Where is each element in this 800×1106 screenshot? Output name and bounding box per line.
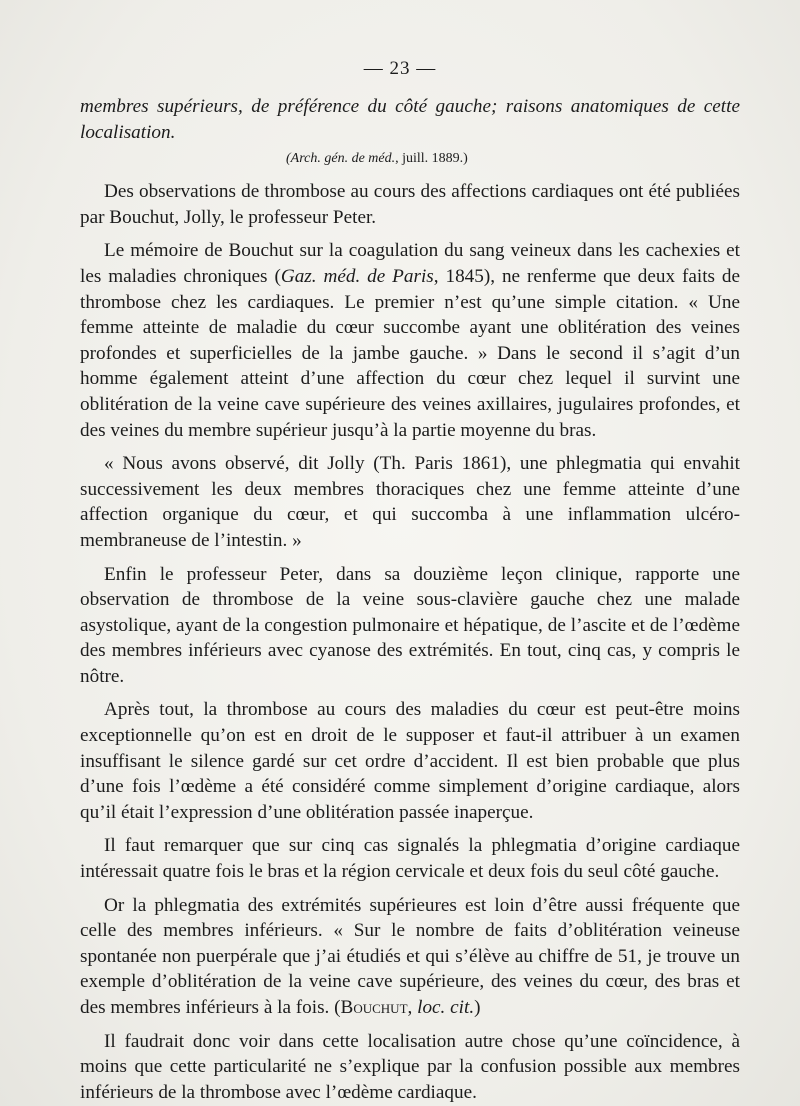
paragraph: [80, 833, 740, 884]
citation: [80, 149, 740, 169]
paragraph-segment: Or la phlegmatia des extrémités supérieures est loin d’être aussi fréquente que celle des membres inférieurs. « Sur le nombre de faits d’oblitération veineuse spontanée non puerpérale que j’ai étudiés et qui s’élève au chiffre de 51, je trouve un exemple d’oblitération de la veine cave supérieure, des veines du cœur, des bras et des membres inférieurs à la fois. (: [80, 894, 740, 1018]
paragraph-segment: ,: [407, 997, 418, 1018]
paragraph: [80, 1029, 740, 1106]
paragraph-segment: « Nous avons observé, dit Jolly (Th. Paris 1861), une phlegmatia qui envahit successivement les deux membres thoraciques chez une femme atteinte d’une affection organique du cœur, et qui succomba à une inflammation ulcéro-membraneuse de l’intestin. »: [80, 453, 740, 551]
paragraph-segment: ): [474, 997, 481, 1018]
paragraph-segment: Gaz. méd. de Paris: [280, 265, 434, 287]
paragraph: [80, 238, 740, 443]
paragraph-segment: Des observations de thrombose au cours des affections cardiaques ont été publiées par Bouchut, Jolly, le professeur Peter.: [80, 181, 740, 228]
paragraph-segment: Le mémoire de Bouchut sur la coagulation du sang veineux dans les cachexies et les maladies chroniques (: [80, 240, 740, 287]
paragraph-segment: Il faut remarquer que sur cinq cas signalés la phlegmatia d’origine cardiaque intéressait quatre fois le bras et la région cervicale et deux fois du seul côté gauche.: [80, 835, 740, 883]
paragraph: [80, 697, 740, 825]
paragraph-list: [80, 179, 740, 1105]
body-text: [80, 94, 740, 1105]
paragraph: [80, 451, 740, 553]
paragraph: [80, 179, 740, 230]
paragraph-segment: loc. cit.: [417, 997, 475, 1018]
paragraph-segment: Il faudrait donc voir dans cette localisation autre chose qu’une coïncidence, à moins que cette particularité ne s’explique par la confusion possible aux membres inférieurs de la thrombose avec l’œdème cardiaque.: [80, 1030, 740, 1103]
heading-italic: membres supérieurs, de préférence du côté gauche; raisons anatomiques de cette localisation.: [80, 96, 740, 143]
paragraph: [80, 562, 740, 690]
citation-date: , juill. 1889.): [395, 151, 468, 167]
paragraph-segment: , 1845), ne renferme que deux faits de thrombose chez les cardiaques. Le premier n’est qu’une simple citation. « Une femme atteinte de maladie du cœur succombe ayant une oblitération des veines profondes et superficielles de la jambe gauche. » Dans le second il s’agit d’un homme également atteint d’une affection du cœur chez lequel il survint une oblitération de la veine cave supérieure des veines axillaires, jugulaires profondes, et des veines du membre supérieur jusqu’à la partie moyenne du bras.: [80, 265, 741, 441]
paragraph-segment: Après tout, la thrombose au cours des maladies du cœur est peut-être moins exceptionnelle qu’on est en droit de le supposer et faut-il attribuer à un examen insuffisant le silence gardé sur cet ordre d’accident. Il est bien probable que plus d’une fois l’œdème a été considéré comme simplement d’origine cardiaque, alors qu’il était l’expression d’une oblitération passée inaperçue.: [80, 699, 740, 823]
paragraph: [80, 893, 740, 1021]
paragraph-segment: Enfin le professeur Peter, dans sa douzième leçon clinique, rapporte une observation de thrombose de la veine sous-clavière gauche chez une malade asystolique, ayant de la congestion pulmonaire et hépatique, de l’ascite et de l’œdème des membres inférieurs avec cyanose des extrémités. En tout, cinq cas, y compris le nôtre.: [80, 563, 740, 687]
paragraph-segment: Bouchut: [340, 997, 408, 1018]
page-number: — 23 —: [363, 58, 437, 79]
citation-source: (Arch. gén. de méd.: [286, 151, 396, 167]
